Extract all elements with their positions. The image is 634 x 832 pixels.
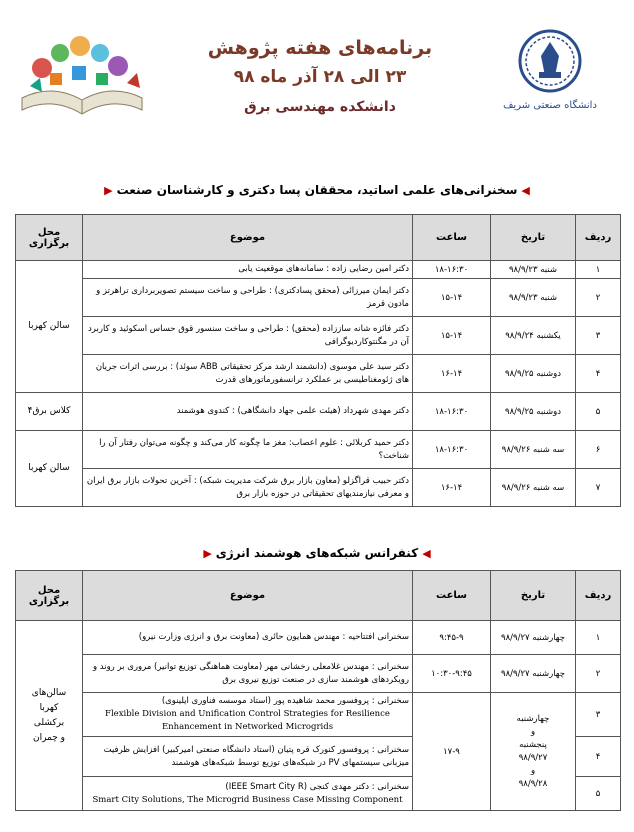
university-logo [490, 28, 610, 118]
table-row: ۵ سخنرانی : دکتر مهدی کنجی (IEEE Smart City R) Smart City Solutions, The Microgrid Business Case Missing Component [16, 777, 621, 811]
place-cell: سالن کهربا [16, 261, 83, 393]
place-cell: سالن کهربا [16, 431, 83, 507]
col-date: تاریخ [491, 571, 576, 621]
table-row: ۴ سخنرانی : پروفسور کنورک قره پتیان (استاد دانشگاه صنعتی امیرکبیر) افزایش ظرفیت میزبانی سیستمهای PV در شبکه‌های توزیع توسط شبکه‌های هوشمند [16, 737, 621, 777]
triangle-bullet-icon: ◀ [422, 547, 431, 560]
page-title: برنامه‌های هفته پژوهش [207, 37, 433, 59]
col-time: ساعت [413, 215, 491, 261]
table-row: ۱ شنبه ۹۸/۹/۲۳ ۱۸-۱۶:۳۰ دکتر امین رضایی زاده : سامانه‌های موقعیت یابی سالن کهربا [16, 261, 621, 279]
table-row: ۴ دوشنبه ۹۸/۹/۲۵ ۱۶-۱۴ دکتر سید علی موسوی (دانشمند ارشد مرکز تحقیقاتی ABB سوئد) : بررسی اثرات جریان های ژئومغناطیسی بر عملکرد ترانسفورماتورهای قدرت [16, 355, 621, 393]
table-row: ۲ شنبه ۹۸/۹/۲۳ ۱۵-۱۴ دکتر ایمان میرزائی (محقق پسادکتری) : طراحی و ساخت سیستم تصویربرداری تراهرتز و مادون قرمز [16, 279, 621, 317]
merged-date-cell: چهارشنبه و پنجشنبه ۹۸/۹/۲۷ و ۹۸/۹/۲۸ [491, 693, 576, 811]
col-date: تاریخ [491, 215, 576, 261]
col-place: محل برگزاری [16, 571, 83, 621]
section1-title: ◀سخنرانی‌های علمی اساتید، محققان پسا دکتری و کارشناسان صنعت▶ [104, 183, 530, 197]
merged-time-cell: ۱۷-۹ [413, 693, 491, 811]
section2-title: ◀کنفرانس شبکه‌های هوشمند انرژی▶ [203, 546, 431, 560]
place-cell: سالن‌های کهربا برکشلی و چمران [16, 621, 83, 811]
table-row: ۷ سه شنبه ۹۸/۹/۲۶ ۱۶-۱۴ دکتر حبیب قراگزلو (معاون بازار برق شرکت مدیریت شبکه) : آخرین تحولات بازار برق ایران و معرفی نیازمندیهای تحقیقاتی در حوزه بازار برق [16, 469, 621, 507]
table-row: ۱ چهارشنبه ۹۸/۹/۲۷ ۹:۴۵-۹ سخنرانی افتتاحیه : مهندس همایون حائری (معاونت برق و انرژی وزارت نیرو) سالن‌های کهربا برکشلی و چمران [16, 621, 621, 655]
triangle-bullet-icon: ▶ [203, 547, 212, 560]
table-row: ۲ چهارشنبه ۹۸/۹/۲۷ ۱۰:۳۰-۹:۴۵ سخنرانی : مهندس غلامعلی رخشانی مهر (معاونت هماهنگی توزیع توانیر) مروری بر روند و رویکردهای هوشمند سازی در صنعت توزیع نیروی برق [16, 655, 621, 693]
col-num: ردیف [576, 215, 621, 261]
table-row: ۳ چهارشنبه و پنجشنبه ۹۸/۹/۲۷ و ۹۸/۹/۲۸ ۱۷-۹ سخنرانی : پروفسور محمد شاهیده پور (استاد موسسه فناوری ایلینوی) Flexible Division and Unification Control Strategies for Resilience Enhancement in Networked Microgrids [16, 693, 621, 737]
triangle-bullet-icon: ◀ [521, 184, 530, 197]
lectures-table [15, 214, 621, 507]
title-block [150, 36, 490, 118]
table-row: ۵ دوشنبه ۹۸/۹/۲۵ ۱۸-۱۶:۳۰ دکتر مهدی شهرداد (هیئت علمی جهاد دانشگاهی) : کندوی هوشمند کلاس برق۴ [16, 393, 621, 431]
book-logo [12, 28, 152, 120]
table-row: ۳ یکشنبه ۹۸/۹/۲۴ ۱۵-۱۴ دکتر فائزه شانه ساززاده (محقق) : طراحی و ساخت سنسور قوق حساس اسکوئید و کاربرد آن در مگنتوکاردیوگرافی [16, 317, 621, 355]
triangle-bullet-icon: ▶ [104, 184, 113, 197]
col-time: ساعت [413, 571, 491, 621]
place-cell: کلاس برق۴ [16, 393, 83, 431]
col-num: ردیف [576, 571, 621, 621]
university-name: دانشگاه صنعتی شریف [503, 100, 597, 111]
header [0, 0, 634, 150]
col-topic: موضوع [83, 571, 413, 621]
sharif-emblem-icon [515, 28, 585, 94]
col-place: محل برگزاری [16, 215, 83, 261]
faculty-name: دانشکده مهندسی برق [244, 99, 396, 115]
table-row: ۶ سه شنبه ۹۸/۹/۲۶ ۱۸-۱۶:۳۰ دکتر حمید کربلائی : علوم اعصاب: مغز ما چگونه کار می‌کند و چگونه می‌توان رفتار آن را شناخت؟ سالن کهربا [16, 431, 621, 469]
col-topic: موضوع [83, 215, 413, 261]
date-range: ۲۳ الی ۲۸ آذر ماه ۹۸ [233, 67, 407, 87]
conference-table [15, 570, 621, 811]
